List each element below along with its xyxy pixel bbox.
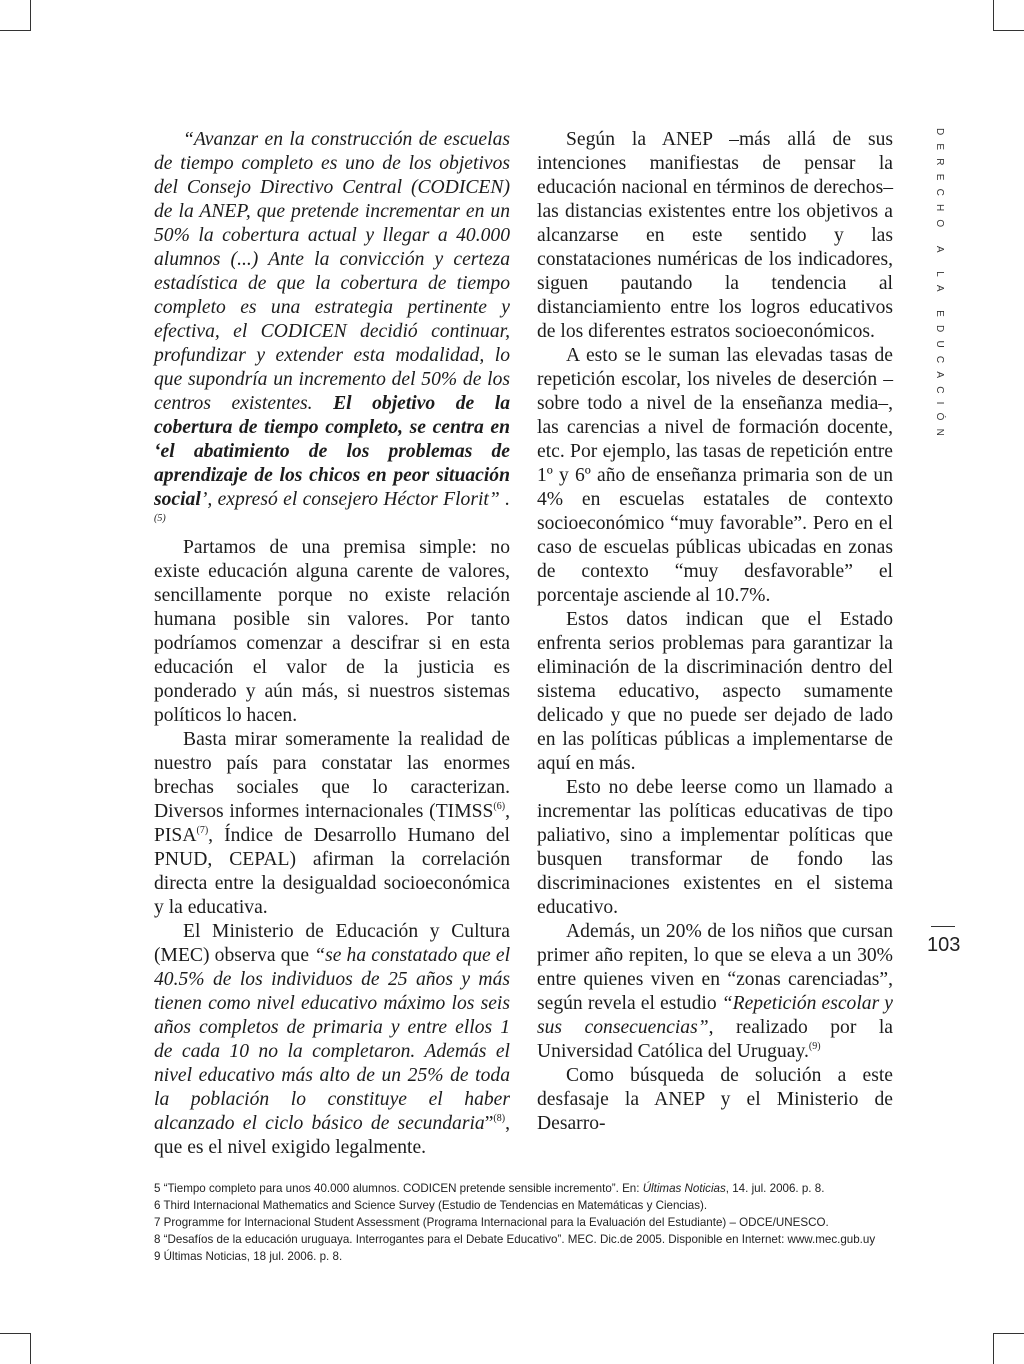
crop-mark	[30, 1333, 31, 1364]
quote-closing: ’, expresó el consejero Héctor Florit” .	[200, 489, 510, 510]
crop-mark	[993, 1333, 1024, 1334]
right-column	[537, 128, 893, 1136]
quote-paragraph	[154, 128, 510, 536]
footnote-7: 7 Programme for Internacional Student Assessment (Programa Internacional para la Evaluación del Estudiante) – ODCE/UNESCO.	[154, 1216, 829, 1229]
footnote-6: 6 Third Internacional Mathematics and Science Survey (Estudio de Tendencias en Matemáticas y Ciencias).	[154, 1199, 708, 1212]
footnote-ref: (6)	[493, 801, 506, 812]
left-column	[154, 128, 510, 1160]
paragraph: Según la ANEP –más allá de sus intenciones manifiestas de pensar la educación nacional en términos de derechos– las distancias existentes entre los objetivos a alcanzarse en este sentido y las constataciones numéricas de los indicadores, siguen pautando la tendencia al distanciamiento entre los logros educativos de los diferentes estratos socioeconómicos.	[537, 129, 893, 342]
running-head: DERECHO A LA EDUCACIÓN	[934, 128, 945, 444]
italic-title: “Repetición escolar y sus consecuencias”	[537, 993, 893, 1038]
footnote-text: 5 “Tiempo completo para unos 40.000 alumnos. CODICEN pretende sensible incremento”. En:	[154, 1182, 643, 1195]
italic-quote: “se ha constatado que el 40.5% de los individuos de 25 años y más tienen como nivel educativo máximo los seis años completos de primaria y entre ellos 1 de cada 10 no la completaron. Además el nivel educativo más alto de un 25% de toda la población lo constituye el haber alcanzado el ciclo básico de secundaria	[154, 945, 511, 1134]
paragraph-text: , Índice de Desarrollo Humano del PNUD, CEPAL) afirman la correlación directa entre la desigualdad socioeconómica y la educativa.	[154, 825, 510, 918]
page-number: 103	[927, 934, 961, 956]
crop-mark	[993, 1333, 994, 1364]
footnote-italic: Últimas Noticias	[642, 1182, 726, 1195]
crop-mark	[0, 1333, 31, 1334]
paragraph: Partamos de una premisa simple: no existe educación alguna carente de valores, sencillamente porque no existe relación humana posible sin valores. Por tanto podríamos comenzar a descifrar si en esta educación el valor de la justicia es ponderado y aún más, si nuestros sistemas políticos lo hacen.	[154, 537, 510, 726]
paragraph: A esto se le suman las elevadas tasas de repetición escolar, los niveles de deserción –sobre todo a nivel de la enseñanza media–, las carencias a nivel de formación docente, etc. Por ejemplo, las tasas de repetición entre 1º y 6º año de enseñanza primaria son de un 4% en escuelas estatales de contexto socioeconómico “muy favorable”. Pero en el caso de escuelas públicas ubicadas en zonas de contexto “muy desfavorable” el porcentaje asciende al 10.7%.	[537, 345, 893, 606]
paragraph: Esto no debe leerse como un llamado a incrementar las políticas educativas de tipo paliativo, sino a implementar políticas que busquen transformar de fondo las discriminaciones existentes en el sistema educativo.	[537, 777, 893, 918]
paragraph: Como búsqueda de solución a este desfasaje la ANEP y el Ministerio de Desarro-	[537, 1065, 893, 1134]
paragraph-text: , realizado por la Universidad Católica del Uruguay.	[537, 1017, 893, 1062]
crop-mark	[993, 30, 1024, 31]
paragraph-text: Además, un 20% de los niños que cursan primer año repiten, lo que se eleva a un 30% entre quienes viven en “zonas carenciadas”, según revela el estudio	[537, 921, 893, 1014]
crop-mark	[0, 30, 31, 31]
footnote-ref: (9)	[808, 1041, 821, 1052]
paragraph	[154, 920, 510, 1160]
footnote-8: 8 “Desafíos de la educación uruguaya. Interrogantes para el Debate Educativo”. MEC. Dic.de 2005. Disponible en Internet: www.mec.gub.uy	[154, 1233, 876, 1246]
paragraph-text: ”	[484, 1113, 494, 1134]
crop-mark	[993, 0, 994, 31]
paragraph-text: , PISA	[154, 801, 510, 846]
quote-text: “Avanzar en la construcción de escuelas de tiempo completo es uno de los objetivos del Consejo Directivo Central (CODICEN) de la ANEP, que pretende incrementar en un 50% la cobertura actual y llegar a 40.000 alumnos (...) Ante la convicción y certeza estadística de que la cobertura de tiempo completo es una estrategia pertinente y efectiva, el CODICEN decidió continuar, profundizar y extender esta modalidad, lo que supondría un incremento del 50% de los centros existentes.	[154, 129, 510, 414]
paragraph: Estos datos indican que el Estado enfrenta serios problemas para garantizar la eliminación de la discriminación dentro del sistema educativo, aspecto sumamente delicado y que no puede ser dejado de lado en las políticas públicas a implementarse de aquí en más.	[537, 609, 893, 774]
footnote-ref: (7)	[196, 825, 209, 836]
footnote-ref: (5)	[154, 513, 166, 524]
paragraph-text: Basta mirar someramente la realidad de nuestro país para constatar las enormes brechas sociales que lo caracterizan. Diversos informes internacionales (TIMSS	[154, 729, 510, 822]
footnote-text: , 14. jul. 2006. p. 8.	[725, 1182, 825, 1195]
paragraph-text: El Ministerio de Educación y Cultura (MEC) observa que	[154, 921, 510, 966]
footnotes	[154, 1180, 894, 1265]
paragraph	[154, 728, 510, 920]
paragraph-text: , que es el nivel exigido legalmente.	[154, 1113, 510, 1158]
page-number-rule	[931, 926, 955, 927]
footnote-5	[154, 1180, 894, 1197]
paragraph	[537, 920, 893, 1064]
footnote-9: 9 Últimas Noticias, 18 jul. 2006. p. 8.	[154, 1250, 343, 1263]
crop-mark	[30, 0, 31, 31]
quote-bold-text: El objetivo de la cobertura de tiempo completo, se centra en ‘el abatimiento de los problemas de aprendizaje de los chicos en peor situación social	[154, 393, 510, 510]
footnote-ref: (8)	[493, 1113, 506, 1124]
